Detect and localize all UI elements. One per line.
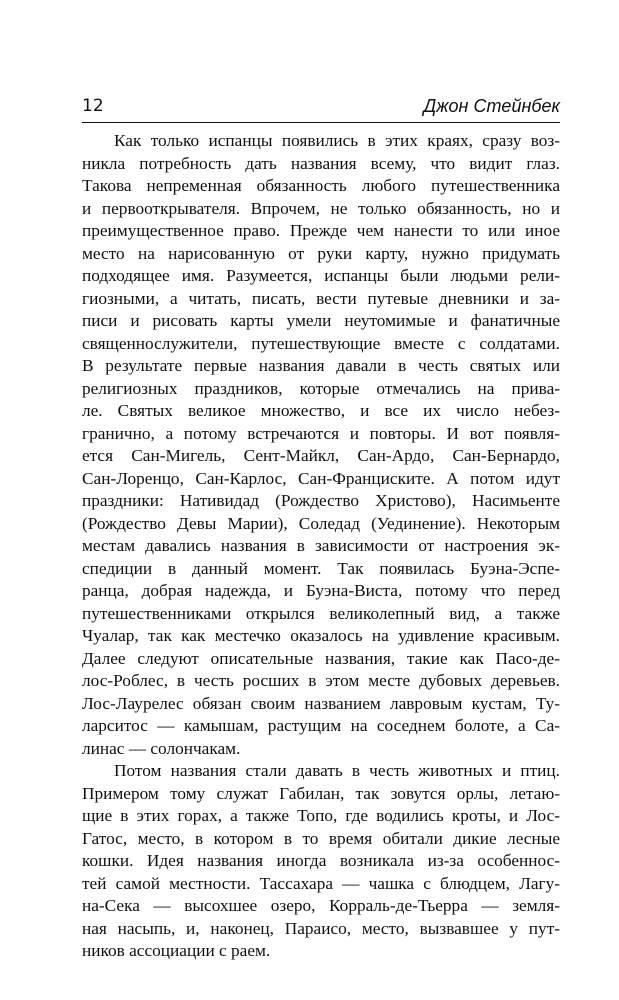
text-line: Сан-Лоренцо, Сан-Карлос, Сан-Франциските. А потом идут <box>82 468 560 488</box>
text-line: лос-Роблес, в честь росших в этом месте дубовых деревьев. <box>82 671 560 690</box>
text-line: Как только испанцы появились в этих краях, сразу воз- <box>114 131 560 150</box>
text-line: и первооткрывателя. Впрочем, не только обязанность, но и <box>82 198 560 218</box>
text-line: подходящее имя. Разумеется, испанцы были людьми рели- <box>82 266 560 285</box>
text-line: ется Сан-Мигель, Сент-Майкл, Сан-Ардо, Сан-Бернардо, <box>82 446 560 465</box>
text-line: никла потребность дать названия всему, что видит глаз. <box>82 153 560 173</box>
text-line: ле. Святых великое множество, и все их число небез- <box>82 401 560 420</box>
text-line: В результате первые названия давали в честь святых или <box>82 356 560 375</box>
text-line: священнослужители, путешествующие вместе с солдатами. <box>82 333 560 353</box>
text-line: Гатос, место, в котором в то время обитали дикие лесные <box>82 828 560 848</box>
text-line: щие в этих горах, а также Топо, где водились кроты, и Лос- <box>82 806 560 825</box>
text-line: на-Сека — высохшее озеро, Корраль-де-Тьерра — земля- <box>82 896 560 915</box>
text-line: религиозных праздников, которые отмечались на прива- <box>82 378 560 398</box>
text-line: Такова непременная обязанность любого путешественника <box>82 176 560 195</box>
text-line: гранично, а потому встречаются и повторы. И вот появля- <box>82 423 560 443</box>
text-line: гиозными, а читать, писать, вести путевые дневники и за- <box>82 288 560 308</box>
text-line: праздники: Нативидад (Рождество Христово), Насимьенте <box>82 491 560 510</box>
text-line: Потом названия стали давать в честь животных и птиц. <box>114 761 560 780</box>
text-line: (Рождество Девы Марии), Соледад (Уединение). Некоторым <box>82 513 560 533</box>
text-line: ранца, добрая надежда, и Буэна-Виста, потому что перед <box>82 581 560 600</box>
text-line: кошки. Идея названия иногда возникала из-за особеннос- <box>82 851 560 870</box>
text-line: место на нарисованную от руки карту, нужно придумать <box>82 243 560 263</box>
text-line: спедиции в данный момент. Так появилась Буэна-Эспе- <box>82 558 560 578</box>
text-line: Чуалар, так как местечко оказалось на удивление красивым. <box>82 626 560 645</box>
text-line: местам давались названия в зависимости от настроения эк- <box>82 536 560 555</box>
text-line: Лос-Лаурелес обязан своим названием лавровым кустам, Ту- <box>82 693 560 713</box>
text-line: писи и рисовать карты умели неутомимые и фанатичные <box>82 311 560 330</box>
text-line: ная насыпь, и, наконец, Параисо, место, вызвавшее у пут- <box>82 918 560 938</box>
text-line: преимущественное право. Прежде чем нанести то или иное <box>82 221 560 240</box>
page-number: 12 <box>82 96 104 116</box>
running-head <box>82 94 560 123</box>
text-line: ларситос — камышам, растущим на соседнем болоте, а Са- <box>82 716 560 735</box>
paragraph-2 <box>82 760 560 963</box>
running-title: Джон Стейнбек <box>423 96 560 116</box>
text-line: Примером тому служат Габилан, так зовутся орлы, летаю- <box>82 783 560 803</box>
text-line: линас — солончакам. <box>82 738 241 758</box>
text-line: ников ассоциации с раем. <box>82 941 271 960</box>
text-line: Далее следуют описательные названия, такие как Пасо-де- <box>82 648 560 668</box>
text-line: путешественниками открылся великолепный вид, а также <box>82 603 560 623</box>
text-body <box>82 130 560 963</box>
paragraph-1 <box>82 130 560 760</box>
text-line: тей самой местности. Тассахара — чашка с блюдцем, Лагу- <box>82 873 560 893</box>
